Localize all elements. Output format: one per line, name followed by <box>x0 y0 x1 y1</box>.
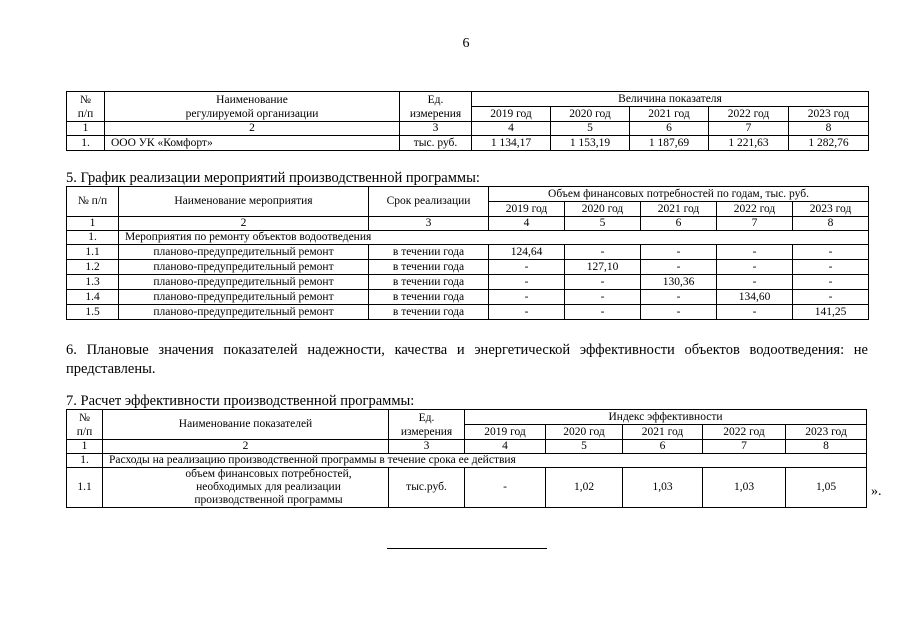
row-value: - <box>793 260 869 275</box>
year-cell: 2023 год <box>789 107 869 122</box>
year-cell: 2021 год <box>623 425 703 440</box>
year-cell: 2022 год <box>709 107 789 122</box>
table-index-row <box>67 217 869 231</box>
index-cell: 4 <box>472 122 551 136</box>
row-value: - <box>465 468 546 508</box>
index-cell: 2 <box>105 122 400 136</box>
header-num <box>67 410 103 440</box>
index-cell: 4 <box>465 440 546 454</box>
table-row <box>67 260 869 275</box>
table-header-row <box>67 92 869 107</box>
index-cell: 7 <box>717 217 793 231</box>
row-indicator-name: объем финансовых потребностей, необходимых для реализации производственной программы <box>103 468 389 508</box>
table-header-row <box>67 187 869 202</box>
year-cell: 2020 год <box>551 107 630 122</box>
row-value: 1 282,76 <box>789 136 869 151</box>
row-value: 1,03 <box>703 468 786 508</box>
section7-title: 7. Расчет эффективности производственной программы: <box>66 393 415 409</box>
table-group-row <box>67 454 867 468</box>
header-num-line2: п/п <box>76 425 93 438</box>
row-activity: планово-предупредительный ремонт <box>119 290 369 305</box>
row-unit: тыс.руб. <box>389 468 465 508</box>
row-org-name: ООО УК «Комфорт» <box>105 136 400 151</box>
index-cell: 3 <box>369 217 489 231</box>
year-cell: 2021 год <box>630 107 709 122</box>
table-index-row <box>67 122 869 136</box>
index-cell: 6 <box>641 217 717 231</box>
index-cell: 3 <box>389 440 465 454</box>
year-cell: 2020 год <box>546 425 623 440</box>
table-row <box>67 305 869 320</box>
index-cell: 7 <box>703 440 786 454</box>
row-num: 1.2 <box>67 260 119 275</box>
year-cell: 2021 год <box>641 202 717 217</box>
row-value: - <box>489 260 565 275</box>
row-value: 1,05 <box>786 468 867 508</box>
row-value: - <box>565 290 641 305</box>
section5-title: 5. График реализации мероприятий производственной программы: <box>66 170 480 186</box>
row-value: - <box>489 305 565 320</box>
footer-separator <box>387 548 547 549</box>
header-org-name-line1: Наименование <box>216 93 288 106</box>
index-cell: 6 <box>623 440 703 454</box>
table-row <box>67 275 869 290</box>
row-value: - <box>793 245 869 260</box>
row-unit: тыс. руб. <box>400 136 472 151</box>
index-cell: 4 <box>489 217 565 231</box>
index-cell: 8 <box>793 217 869 231</box>
year-cell: 2023 год <box>786 425 867 440</box>
row-value: - <box>565 305 641 320</box>
row-value: - <box>717 275 793 290</box>
header-unit-line2: измерения <box>400 425 453 438</box>
row-activity: планово-предупредительный ремонт <box>119 275 369 290</box>
index-cell: 3 <box>400 122 472 136</box>
index-cell: 1 <box>67 217 119 231</box>
row-num: 1.1 <box>67 245 119 260</box>
header-unit-line1: Ед. <box>427 93 444 106</box>
year-cell: 2022 год <box>703 425 786 440</box>
index-cell: 8 <box>786 440 867 454</box>
index-cell: 2 <box>119 217 369 231</box>
year-cell: 2019 год <box>465 425 546 440</box>
index-cell: 6 <box>630 122 709 136</box>
row-activity: планово-предупредительный ремонт <box>119 305 369 320</box>
index-cell: 1 <box>67 440 103 454</box>
header-num: № п/п <box>67 187 119 217</box>
row-value: - <box>565 275 641 290</box>
header-funds: Объем финансовых потребностей по годам, тыс. руб. <box>489 187 869 202</box>
row-value: - <box>641 305 717 320</box>
table-row <box>67 290 869 305</box>
year-cell: 2023 год <box>793 202 869 217</box>
header-org-name-line2: регулируемой организации <box>185 107 319 120</box>
index-cell: 1 <box>67 122 105 136</box>
header-unit <box>389 410 465 440</box>
table-group-row <box>67 231 869 245</box>
row-value: - <box>717 245 793 260</box>
table-row <box>67 245 869 260</box>
row-activity: планово-предупредительный ремонт <box>119 245 369 260</box>
header-indicator-name: Наименование показателей <box>103 410 389 440</box>
header-activity-name: Наименование мероприятия <box>119 187 369 217</box>
header-term: Срок реализации <box>369 187 489 217</box>
row-value: - <box>641 290 717 305</box>
row-num: 1.5 <box>67 305 119 320</box>
schedule-table <box>66 186 869 320</box>
index-cell: 7 <box>709 122 789 136</box>
section6-text: 6. Плановые значения показателей надежности, качества и энергетической эффективности объектов водоотведения: не представлены. <box>66 342 868 377</box>
row-value: 1,02 <box>546 468 623 508</box>
row-value: 1,03 <box>623 468 703 508</box>
table-header-row <box>67 410 867 425</box>
year-cell: 2019 год <box>472 107 551 122</box>
row-value: - <box>641 260 717 275</box>
row-num: 1.4 <box>67 290 119 305</box>
row-num: 1. <box>67 136 105 151</box>
page-number: 6 <box>462 36 470 51</box>
table-index-row <box>67 440 867 454</box>
row-value: - <box>641 245 717 260</box>
row-value: - <box>793 290 869 305</box>
year-cell: 2022 год <box>717 202 793 217</box>
row-value: 1 134,17 <box>472 136 551 151</box>
index-cell: 2 <box>103 440 389 454</box>
row-value: 127,10 <box>565 260 641 275</box>
row-value: 1 221,63 <box>709 136 789 151</box>
header-num-line1: № <box>80 93 91 106</box>
row-term: в течении года <box>369 275 489 290</box>
header-num-line1: № <box>79 411 90 424</box>
closing-quote-mark: ». <box>871 484 882 499</box>
row-value: - <box>489 275 565 290</box>
header-unit-line2: измерения <box>409 107 462 120</box>
efficiency-table <box>66 409 867 508</box>
row-value: 124,64 <box>489 245 565 260</box>
row-value: 130,36 <box>641 275 717 290</box>
header-value: Величина показателя <box>472 92 869 107</box>
header-index: Индекс эффективности <box>465 410 867 425</box>
row-value: 141,25 <box>793 305 869 320</box>
row-term: в течении года <box>369 260 489 275</box>
table-row <box>67 468 867 508</box>
row-term: в течении года <box>369 305 489 320</box>
year-cell: 2020 год <box>565 202 641 217</box>
header-org-name <box>105 92 400 122</box>
group-name: Расходы на реализацию производственной программы в течение срока ее действия <box>103 454 867 468</box>
row-value: 134,60 <box>717 290 793 305</box>
header-unit <box>400 92 472 122</box>
index-cell: 5 <box>551 122 630 136</box>
row-num: 1.3 <box>67 275 119 290</box>
row-activity: планово-предупредительный ремонт <box>119 260 369 275</box>
group-name: Мероприятия по ремонту объектов водоотведения <box>119 231 869 245</box>
header-unit-line1: Ед. <box>418 411 435 424</box>
row-num: 1.1 <box>67 468 103 508</box>
row-value: 1 153,19 <box>551 136 630 151</box>
header-num <box>67 92 105 122</box>
row-term: в течении года <box>369 290 489 305</box>
row-value: - <box>717 305 793 320</box>
index-cell: 5 <box>546 440 623 454</box>
row-value: - <box>565 245 641 260</box>
table-row <box>67 136 869 151</box>
row-value: - <box>489 290 565 305</box>
indicator-table <box>66 91 869 151</box>
index-cell: 5 <box>565 217 641 231</box>
year-cell: 2019 год <box>489 202 565 217</box>
row-term: в течении года <box>369 245 489 260</box>
row-value: - <box>717 260 793 275</box>
group-num: 1. <box>67 454 103 468</box>
row-value: - <box>793 275 869 290</box>
group-num: 1. <box>67 231 119 245</box>
header-num-line2: п/п <box>77 107 94 120</box>
row-value: 1 187,69 <box>630 136 709 151</box>
index-cell: 8 <box>789 122 869 136</box>
